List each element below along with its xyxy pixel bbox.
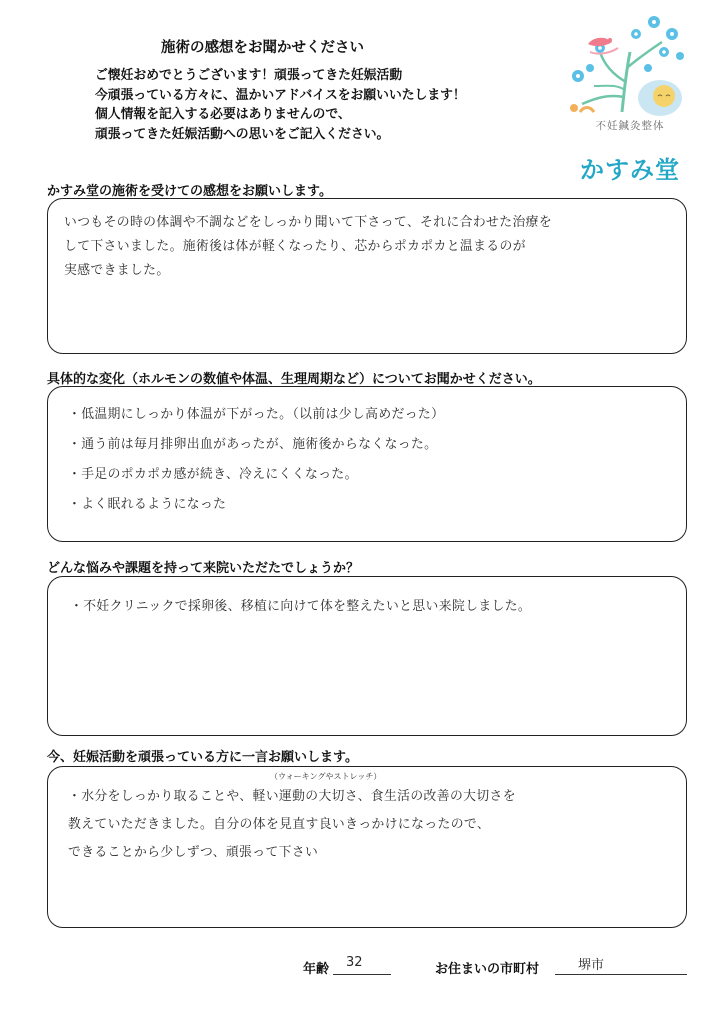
intro-line: ご懐妊おめでとうございます！頑張ってきた妊娠活動: [95, 68, 403, 83]
handwritten-line: ・通う前は毎月排卵出血があったが、施術後からなくなった。: [68, 437, 438, 452]
handwritten-line: 実感できました。: [64, 263, 170, 278]
handwritten-line: して下さいました。施術後は体が軽くなったり、芯からポカポカと温まるのが: [64, 239, 526, 254]
question-heading: どんな悩みや課題を持って来院いただたでしょうか？: [47, 561, 360, 576]
handwritten-line: ・低温期にしっかり体温が下がった。（以前は少し高めだった）: [68, 407, 445, 422]
handwritten-line: いつもその時の体調や不調などをしっかり聞いて下さって、それに合わせた治療を: [64, 215, 553, 230]
intro-line: 今頑張っている方々に、温かいアドバイスをお願いいたします！: [95, 87, 466, 103]
answer-box: [47, 576, 687, 736]
age-line: [333, 974, 391, 975]
logo-name: かすみ堂: [580, 156, 680, 184]
city-value: 堺市: [578, 958, 605, 973]
logo-subtitle: 不妊鍼灸整体: [595, 120, 665, 132]
handwritten-line: ・手足のポカポカ感が続き、冷えにくくなった。: [68, 467, 358, 482]
age-label: 年齢: [303, 962, 330, 977]
question-heading: かすみ堂の施術を受けての感想をお願いします。: [47, 184, 332, 199]
handwritten-line: できることから少しずつ、頑張って下さい: [68, 845, 319, 860]
handwritten-line: ・不妊クリニックで採卵後、移植に向けて体を整えたいと思い来院しました。: [70, 599, 532, 614]
city-label: お住まいの市町村: [435, 962, 540, 977]
handwritten-line: ・水分をしっかり取ることや、軽い運動の大切さ、食生活の改善の大切さを: [68, 789, 516, 804]
answer-box: [47, 766, 687, 928]
question-heading: 今、妊娠活動を頑張っている方に一言お願いします。: [47, 750, 358, 765]
answer-box: [47, 386, 687, 542]
age-value: 32: [346, 955, 363, 970]
handwritten-annotation: （ウォーキングやストレッチ）: [270, 772, 382, 781]
intro-line: 個人情報を記入する必要はありませんので、: [95, 107, 351, 122]
clinic-logo: [560, 12, 700, 187]
handwritten-line: ・よく眠れるようになった: [68, 497, 227, 512]
city-line: [555, 974, 687, 975]
page-title: 施術の感想をお聞かせください: [161, 40, 364, 56]
handwritten-line: 教えていただきました。自分の体を見直す良いきっかけになったので、: [68, 817, 491, 832]
flower-tree-illustration: [560, 12, 700, 122]
question-heading: 具体的な変化（ホルモンの数値や体温、生理周期など）についてお聞かせください。: [47, 372, 541, 387]
intro-text: [95, 66, 466, 144]
intro-line: 頑張ってきた妊娠活動への思いをご記入ください。: [95, 126, 390, 142]
answer-box: [47, 198, 687, 354]
